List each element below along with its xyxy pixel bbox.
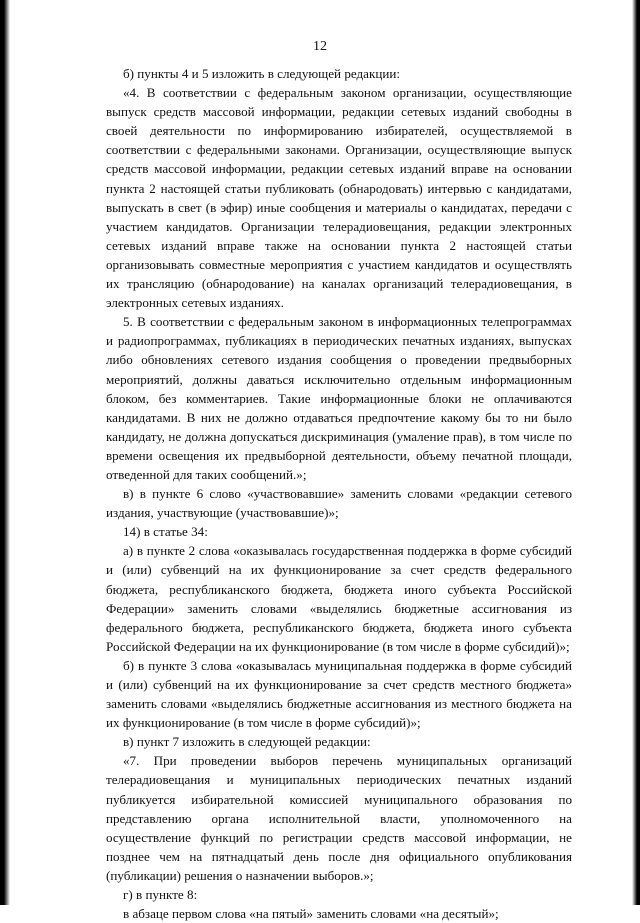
paragraph-article-34: 14) в статье 34: [123, 524, 208, 540]
document-body [106, 64, 572, 923]
paragraph-point-7-text: «7. При проведении выборов перечень муниципальных организаций телерадиовещания и муниципальных периодических печатных изданий публикуется избирательной комиссией муниципального образования по представлению органа исполнительной власти, уполномоченного на осуществление функций по регистрации средств массовой информации, не позднее чем на пятнадцатый день после дня официального опубликования (публикации) решения о назначении выборов.»; [106, 753, 572, 883]
scan-edge-right [632, 0, 640, 905]
paragraph-point-5: 5. В соответствии с федеральным законом в информационных телепрограммах и радиопрограммах, публикациях в периодических печатных изданиях, выпусках либо обновлениях сетевого издания сообщения о проведении предвыборных мероприятий, должны даваться исключительно отдельным информационным блоком, без комментариев. Такие информационные блоки не оплачиваются кандидатами. В них не должно отдаваться предпочтение какому бы то ни было кандидату, не должна допускаться дискриминация (умаление прав), в том числе по времени освещения их предвыборной деятельности, объему печатной площади, отведенной для таких сообщений.»; [106, 314, 572, 482]
paragraph-item-a-point-2: а) в пункте 2 слова «оказывалась государственная поддержка в форме субсидий и (или) субвенций на их функционирование за счет средств федерального бюджета, республиканского бюджета, бюджета иного субъекта Российской Федерации» заменить словами «выделялись бюджетные ассигнования из федерального бюджета, республиканского бюджета, бюджета иного субъекта Российской Федерации на их функционирование (в том числе в форме субсидий)»; [106, 543, 572, 654]
paragraph-first-subparagraph: в абзаце первом слова «на пятый» заменить словами «на десятый»; [123, 906, 499, 922]
paragraph-item-v-point-6: в) в пункте 6 слово «участвовавшие» заменить словами «редакции сетевого издания, участвующие (участвовавшие)»; [106, 486, 572, 521]
paragraph-item-g-point-8: г) в пункте 8: [123, 887, 198, 903]
paragraph-item-v-point-7: в) пункт 7 изложить в следующей редакции: [123, 734, 371, 750]
scan-edge-left [0, 0, 10, 905]
paragraph-item-b-points-4-5: б) пункты 4 и 5 изложить в следующей редакции: [123, 66, 401, 81]
paragraph-item-b-point-3: б) в пункте 3 слова «оказывалась муниципальная поддержка в форме субсидий и (или) субвенций на их функционирование за счет средств местного бюджета» заменить словами «выделялись бюджетные ассигнования из местного бюджета на их функционирование (в том числе в форме субсидий)»; [106, 657, 572, 731]
paragraph-point-4: «4. В соответствии с федеральным законом организации, осуществляющие выпуск средств массовой информации, редакции сетевых изданий свободны в своей деятельности по информированию избирателей, осуществляемой в соответствии с федеральными законами. Организации, осуществляющие выпуск средств массовой информации, редакции сетевых изданий вправе на основании пункта 2 настоящей статьи публиковать (обнародовать) интервью с кандидатами, выпускать в свет (в эфир) иные сообщения и материалы о кандидатах, передачи с участием кандидатов. Организации телерадиовещания, редакции электронных сетевых изданий вправе также на основании пункта 2 настоящей статьи организовывать совместные мероприятия с участием кандидатов и осуществлять их трансляцию (обнародование) на каналах организаций телерадиовещания, в электронных сетевых изданиях. [106, 85, 572, 311]
page-number: 12 [313, 39, 327, 54]
